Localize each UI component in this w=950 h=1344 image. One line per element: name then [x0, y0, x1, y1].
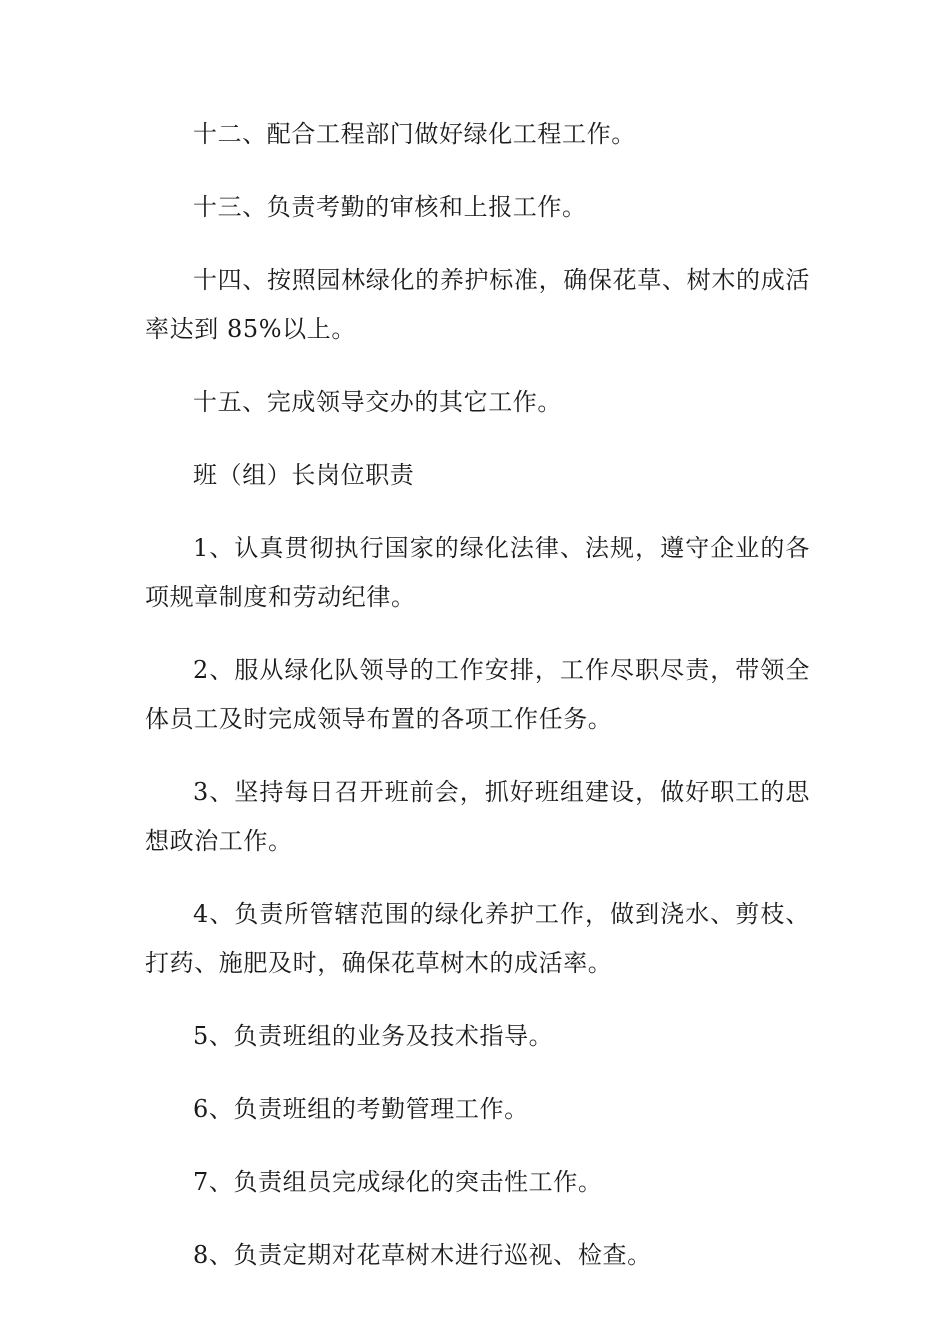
- duty-item-5: 5、负责班组的业务及技术指导。: [193, 1022, 554, 1050]
- paragraph-item-15: 十五、完成领导交办的其它工作。: [193, 388, 562, 416]
- duty-item-7: 7、负责组员完成绿化的突击性工作。: [193, 1168, 603, 1196]
- document-body: [145, 110, 810, 1304]
- section-heading: 班（组）长岗位职责: [193, 461, 415, 489]
- duty-item-1: 1、认真贯彻执行国家的绿化法律、法规，遵守企业的各项规章制度和劳动纪律。: [145, 534, 810, 611]
- paragraph-item-12: 十二、配合工程部门做好绿化工程工作。: [193, 120, 636, 148]
- duty-item-6: 6、负责班组的考勤管理工作。: [193, 1095, 529, 1123]
- duty-item-3: 3、坚持每日召开班前会，抓好班组建设，做好职工的思想政治工作。: [145, 778, 810, 855]
- duty-item-2: 2、服从绿化队领导的工作安排，工作尽职尽责，带领全体员工及时完成领导布置的各项工作任务。: [145, 656, 810, 733]
- duty-item-8: 8、负责定期对花草树木进行巡视、检查。: [193, 1241, 652, 1269]
- paragraph-item-14: 十四、按照园林绿化的养护标准，确保花草、树木的成活率达到 85%以上。: [145, 266, 810, 343]
- duty-item-4: 4、负责所管辖范围的绿化养护工作，做到浇水、剪枝、打药、施肥及时，确保花草树木的成活率。: [145, 900, 810, 977]
- paragraph-item-13: 十三、负责考勤的审核和上报工作。: [193, 193, 587, 221]
